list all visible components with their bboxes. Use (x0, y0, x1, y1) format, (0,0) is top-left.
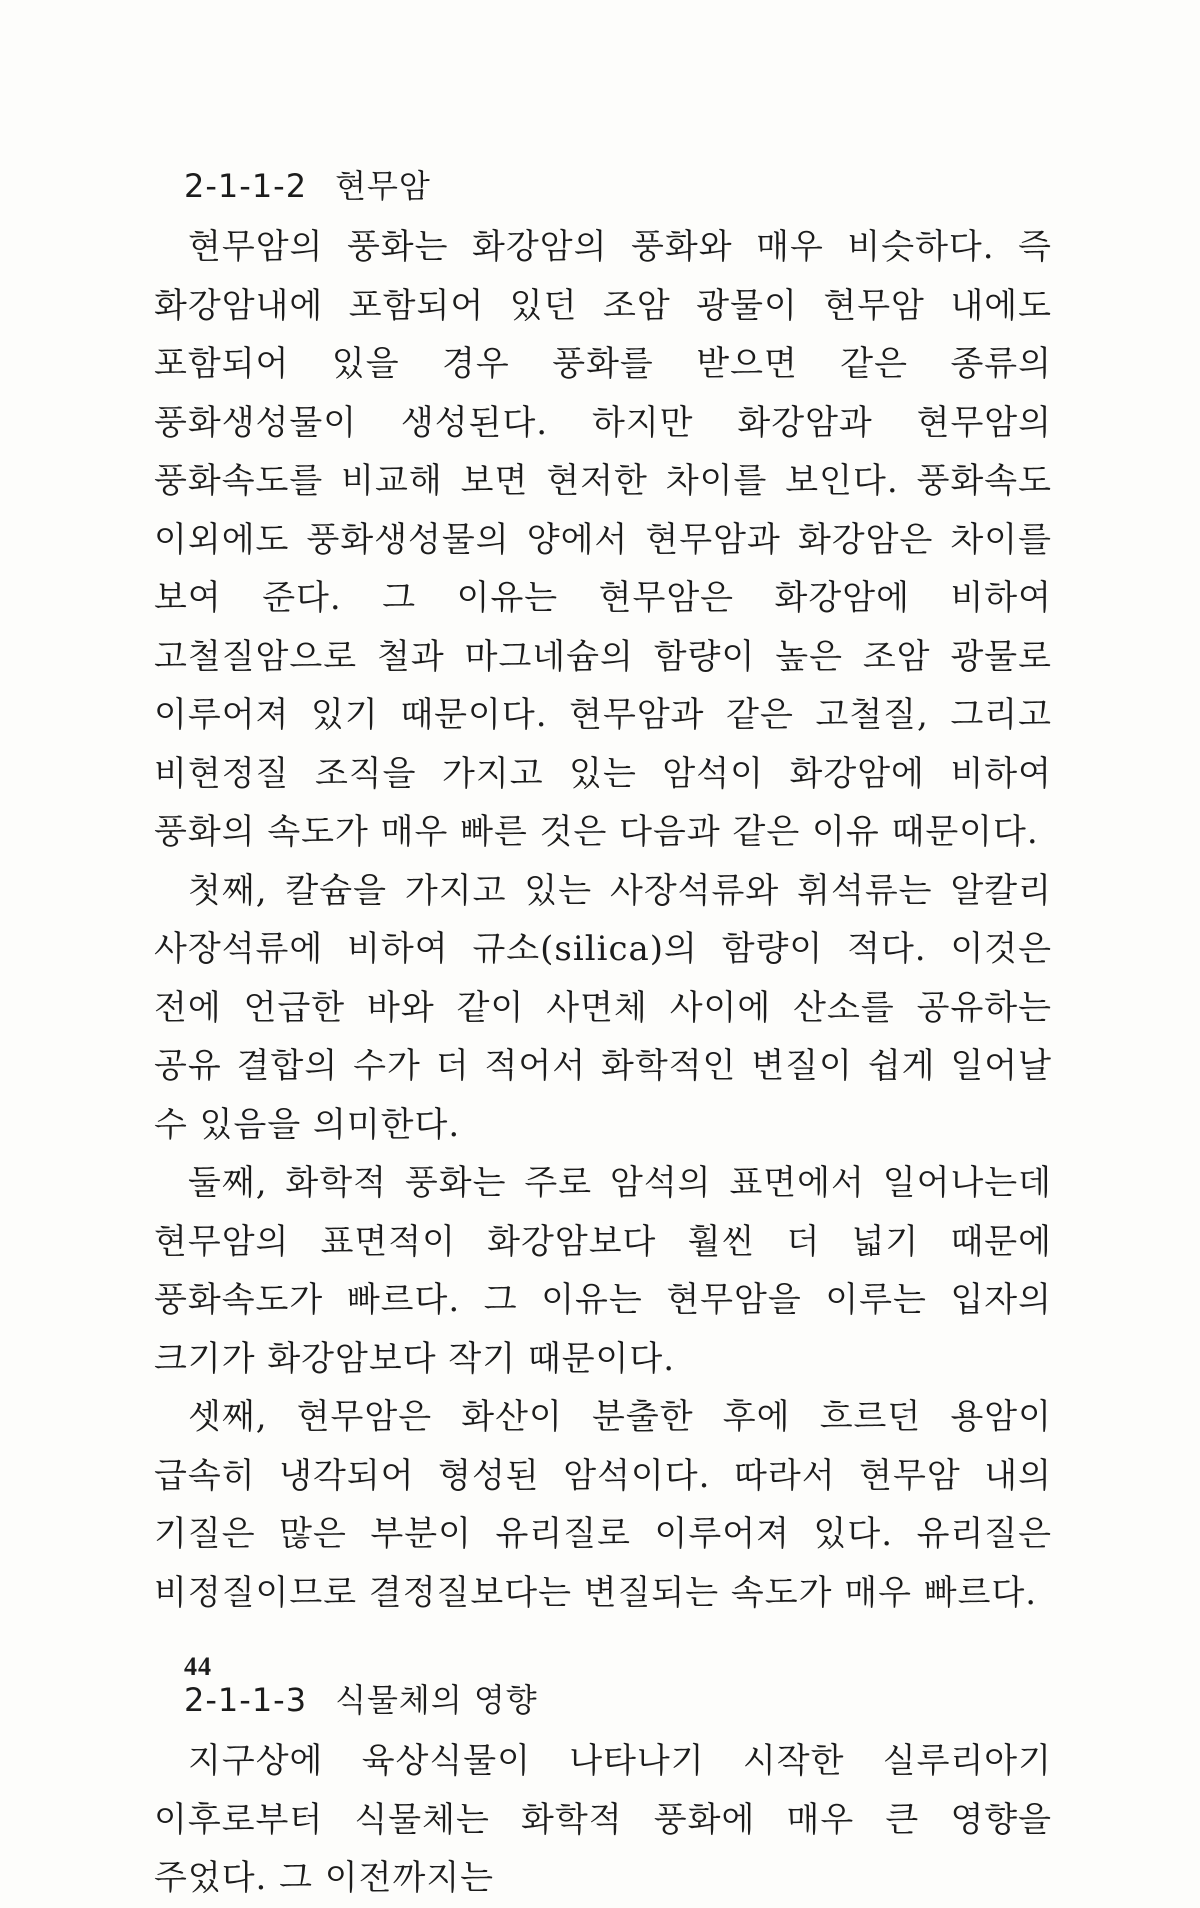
paragraph-third-reason: 셋째, 현무암은 화산이 분출한 후에 흐르던 용암이 급속히 냉각되어 형성된 암석이다. 따라서 현무암 내의 기질은 많은 부분이 유리질로 이루어져 있다. 유리질은 비정질이므로 결정질보다는 변질되는 속도가 매우 빠르다. (154, 1397, 1052, 1613)
section-title: 현무암 (335, 167, 431, 205)
paragraph-second-reason: 둘째, 화학적 풍화는 주로 암석의 표면에서 일어나는데 현무암의 표면적이 화강암보다 훨씬 더 넓기 때문에 풍화속도가 빠르다. 그 이유는 현무암을 이루는 입자의 크기가 화강암보다 작기 때문이다. (154, 1163, 1052, 1379)
paragraph-first-reason: 첫째, 칼슘을 가지고 있는 사장석류와 휘석류는 알칼리 사장석류에 비하여 규소(silica)의 함량이 적다. 이것은 전에 언급한 바와 같이 사면체 사이에 산소를 공유하는 공유 결합의 수가 더 적어서 화학적인 변질이 쉽게 일어날 수 있음을 의미한다. (154, 870, 1052, 1145)
section-number: 2-1-1-2 (184, 167, 308, 205)
paragraph-intro: 현무암의 풍화는 화강암의 풍화와 매우 비슷하다. 즉 화강암내에 포함되어 있던 조암 광물이 현무암 내에도 포함되어 있을 경우 풍화를 받으면 같은 종류의 풍화생성물이 생성된다. 하지만 화강암과 현무암의 풍화속도를 비교해 보면 현저한 차이를 보인다. 풍화속도 이외에도 풍화생성물의 양에서 현무암과 화강암은 차이를 보여 준다. 그 이유는 현무암은 화강암에 비하여 고철질암으로 철과 마그네슘의 함량이 높은 조암 광물로 이루어져 있기 때문이다. 현무암과 같은 고철질, 그리고 비현정질 조직을 가지고 있는 암석이 화강암에 비하여 풍화의 속도가 매우 빠른 것은 다음과 같은 이유 때문이다. (154, 227, 1052, 852)
page-number: 44 (184, 1652, 212, 1681)
page-body (154, 160, 1052, 1908)
paragraph-plants-intro: 지구상에 육상식물이 나타나기 시작한 실루리아기 이후로부터 식물체는 화학적 풍화에 매우 큰 영향을 주었다. 그 이전까지는 (154, 1741, 1052, 1898)
section-heading-plants (154, 1674, 1052, 1726)
section-title: 식물체의 영향 (335, 1681, 538, 1719)
section-gap (154, 1622, 1052, 1674)
section-number: 2-1-1-3 (184, 1681, 308, 1719)
section-heading-basalt (154, 160, 1052, 212)
